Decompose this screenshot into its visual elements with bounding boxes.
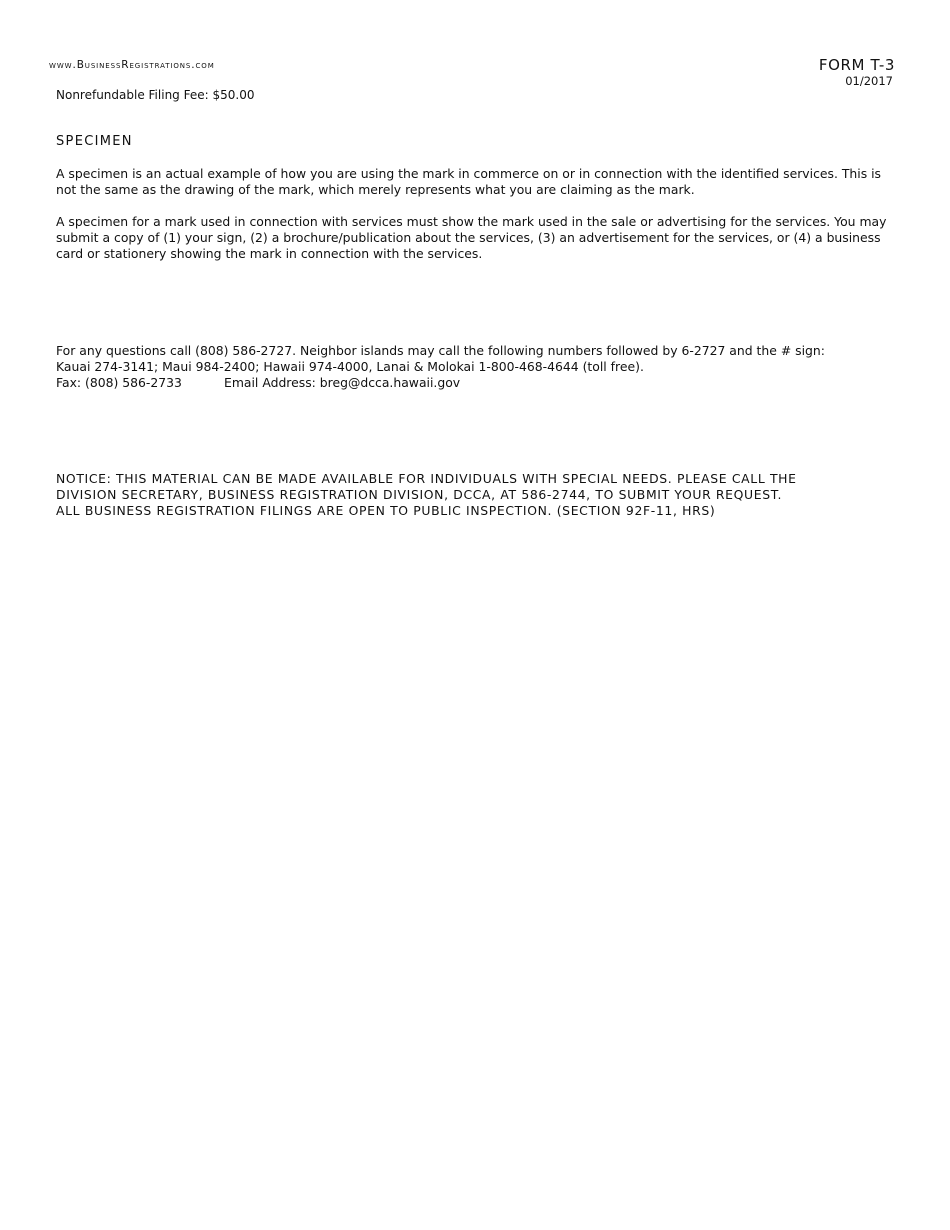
paragraph-line: submit a copy of (1) your sign, (2) a brochure/publication about the services, (3) an advertisement for the services, or (4) a business xyxy=(56,230,881,245)
paragraph-line: not the same as the drawing of the mark, which merely represents what you are claiming as the mark. xyxy=(56,182,695,197)
paragraph-line: A specimen for a mark used in connection with services must show the mark used in the sale or advertising for the services. You may xyxy=(56,214,887,229)
contact-islands-line: Kauai 274-3141; Maui 984-2400; Hawaii 974-4000, Lanai & Molokai 1-800-468-4644 (toll free). xyxy=(56,359,644,374)
filing-fee: Nonrefundable Filing Fee: $50.00 xyxy=(56,88,255,102)
specimen-heading: SPECIMEN xyxy=(56,134,133,149)
email-address: Email Address: breg@dcca.hawaii.gov xyxy=(224,375,461,390)
website-url: www.BusinessRegistrations.com xyxy=(49,59,215,71)
form-number: FORM T-3 xyxy=(818,56,895,74)
contact-phone-line: For any questions call (808) 586-2727. Neighbor islands may call the following numbers followed by 6-2727 and the # sign: xyxy=(56,343,825,358)
notice-line: DIVISION SECRETARY, BUSINESS REGISTRATION DIVISION, DCCA, AT 586-2744, TO SUBMIT YOUR REQUEST. xyxy=(56,487,783,502)
paragraph-line: card or stationery showing the mark in connection with the services. xyxy=(56,246,483,261)
notice-line: NOTICE: THIS MATERIAL CAN BE MADE AVAILABLE FOR INDIVIDUALS WITH SPECIAL NEEDS. PLEASE CALL THE xyxy=(56,471,797,486)
paragraph-line: A specimen is an actual example of how you are using the mark in commerce on or in connection with the identified services. This is xyxy=(56,166,882,181)
form-revision-date: 01/2017 xyxy=(845,74,893,88)
fax-number: Fax: (808) 586-2733 xyxy=(56,375,182,390)
special-needs-notice xyxy=(56,471,906,519)
specimen-services-paragraph xyxy=(56,214,896,262)
specimen-definition-paragraph xyxy=(56,166,896,198)
notice-line: ALL BUSINESS REGISTRATION FILINGS ARE OPEN TO PUBLIC INSPECTION. (SECTION 92F-11, HRS) xyxy=(56,503,716,518)
contact-fax-email-line xyxy=(56,375,896,391)
contact-info xyxy=(56,343,896,391)
